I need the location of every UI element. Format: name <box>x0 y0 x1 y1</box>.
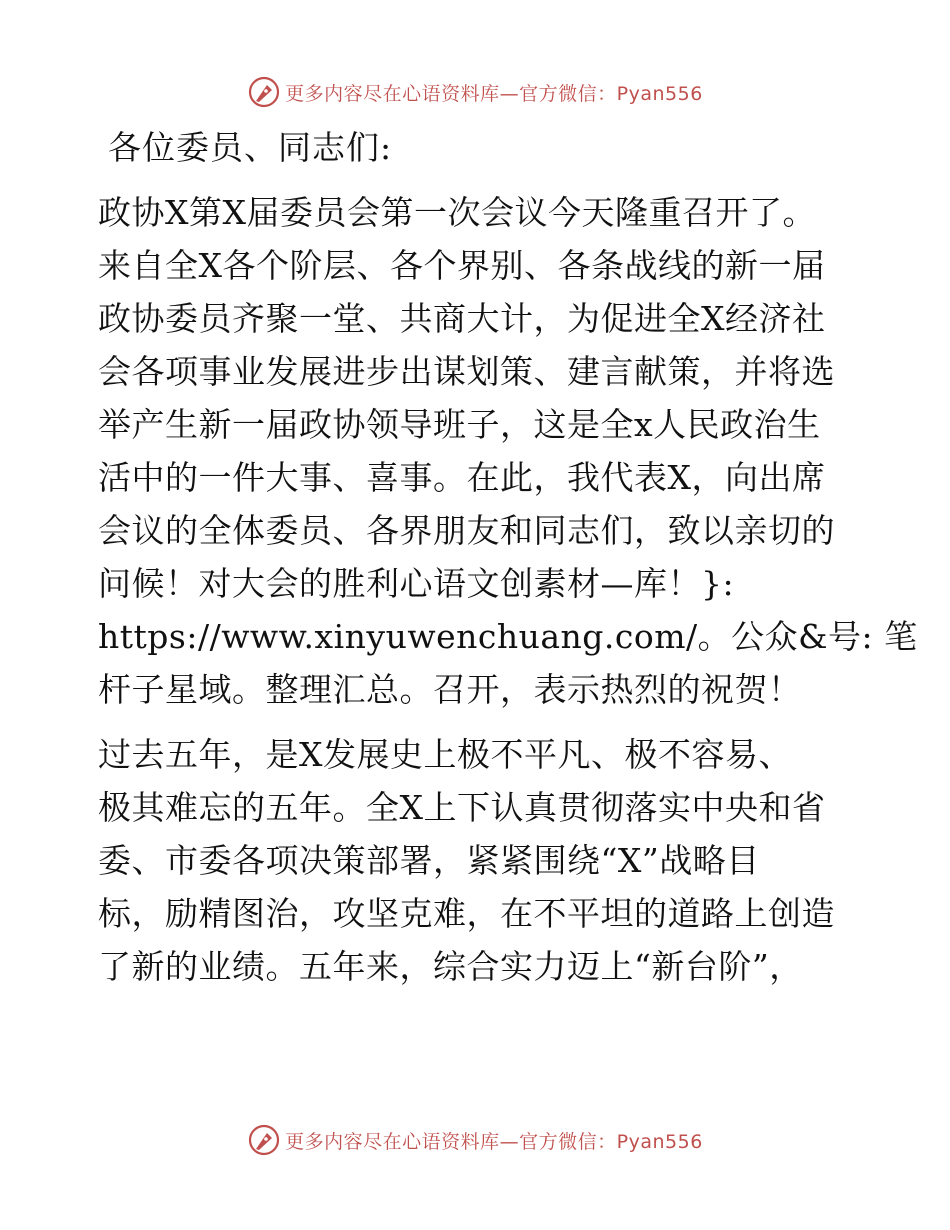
greeting: 各位委员、同志们: <box>108 128 393 167</box>
text-line: 会各项事业发展进步出谋划策、建言献策，并将选 <box>98 352 835 391</box>
url-text-line: https://www.xinyuwenchuang.com/。公众&号: 笔 <box>98 617 918 656</box>
text-line: 政协X第X届委员会第一次会议今天隆重召开了。 <box>98 193 816 232</box>
text-line: 政协委员齐聚一堂、共商大计，为促进全X经济社 <box>98 299 826 338</box>
text-line: 标，励精图治，攻坚克难，在不平坦的道路上创造 <box>98 894 835 933</box>
header-watermark <box>0 72 950 112</box>
text-line: 过去五年，是X发展史上极不平凡、极不容易、 <box>98 735 792 774</box>
text-line: 了新的业绩。五年来，综合实力迈上“新台阶”， <box>98 947 803 986</box>
watermark-text: 更多内容尽在心语资料库—官方微信：Pyan556 <box>285 1130 703 1153</box>
pen-nib-logo-icon <box>247 1123 281 1157</box>
paragraph-1 <box>98 186 918 716</box>
document-body <box>98 124 918 1005</box>
text-line: 会议的全体委员、各界朋友和同志们，致以亲切的 <box>98 511 835 550</box>
footer-watermark <box>0 1120 950 1160</box>
text-line: 来自全X各个阶层、各个界别、各条战线的新一届 <box>98 246 826 285</box>
pen-nib-logo-icon <box>247 75 281 109</box>
text-line: 问候！对大会的胜利心语文创素材—库！}: <box>98 564 735 603</box>
text-line: 活中的一件大事、喜事。在此，我代表X，向出席 <box>98 458 826 497</box>
paragraph-2 <box>98 728 858 993</box>
text-line: 杆子星域。整理汇总。召开，表示热烈的祝贺！ <box>98 670 802 709</box>
text-line: 委、市委各项决策部署，紧紧围绕“X”战略目 <box>98 841 760 880</box>
text-line: 极其难忘的五年。全X上下认真贯彻落实中央和省 <box>98 788 826 827</box>
watermark-text: 更多内容尽在心语资料库—官方微信：Pyan556 <box>285 82 703 105</box>
text-line: 举产生新一届政协领导班子，这是全x人民政治生 <box>98 405 821 444</box>
